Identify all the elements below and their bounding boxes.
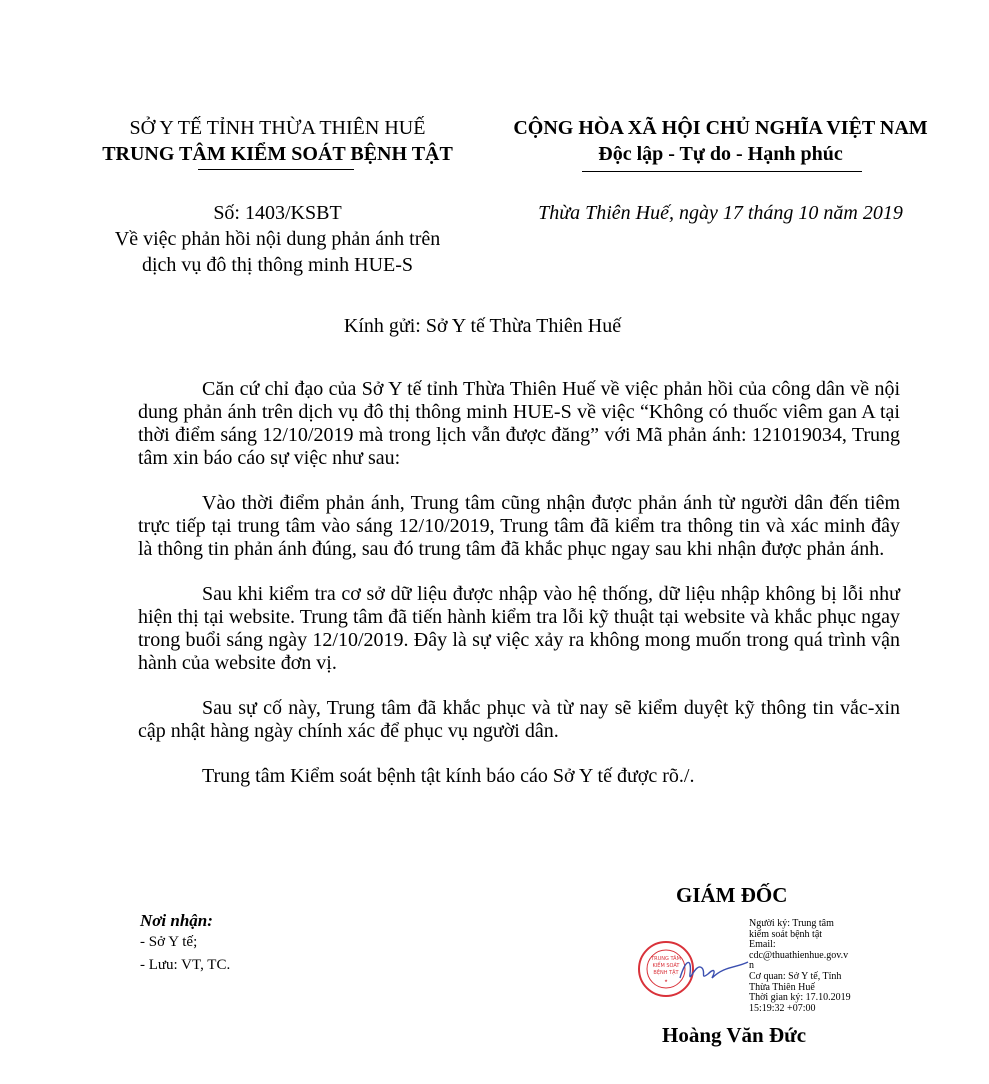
motto-underline [582, 171, 862, 172]
paragraph-1: Căn cứ chỉ đạo của Sở Y tế tỉnh Thừa Thiên Huế về việc phản hồi của công dân về nội dung phản ánh trên dịch vụ đô thị thông minh HUE-S về việc “Không có thuốc viêm gan A tại thời điểm sáng 12/10/2019 mà trong lịch vẫn được đăng” với Mã phản ánh: 121019034, Trung tâm xin báo cáo sự việc như sau: [138, 378, 900, 469]
paragraph-4: Sau sự cố này, Trung tâm đã khắc phục và từ nay sẽ kiểm duyệt kỹ thông tin vắc-xin cập nhật hàng ngày chính xác để phục vụ người dân. [138, 697, 900, 742]
subject-line-2: dịch vụ đô thị thông minh HUE-S [141, 254, 414, 276]
paragraph-5: Trung tâm Kiểm soát bệnh tật kính báo cáo Sở Y tế được rõ./. [202, 765, 695, 787]
signature-info-line: Người ký: Trung tâm [749, 918, 834, 929]
agency-parent-name: SỞ Y TẾ TỈNH THỪA THIÊN HUẾ [129, 117, 426, 139]
recipient-item: - Lưu: VT, TC. [140, 957, 231, 973]
national-title: CỘNG HÒA XÃ HỘI CHỦ NGHĨA VIỆT NAM [513, 117, 928, 139]
signature-info-line: kiểm soát bệnh tật [749, 928, 823, 940]
signature-info-line: cdc@thuathienhue.gov.v [749, 949, 849, 961]
place-and-date: Thừa Thiên Huế, ngày 17 tháng 10 năm 2019 [538, 202, 903, 224]
document-number: Số: 1403/KSBT [213, 202, 342, 224]
agency-underline [198, 169, 354, 170]
recipients-title: Nơi nhận: [140, 911, 213, 930]
official-stamp-and-signature [636, 938, 754, 1000]
signature-info-line: Cơ quan: Sở Y tế, Tỉnh [749, 970, 842, 982]
signature-info-line: Thừa Thiên Huế [749, 981, 815, 993]
signature-info-line: Thời gian ký: 17.10.2019 [749, 992, 851, 1004]
handwritten-signature [680, 962, 748, 978]
signer-title: GIÁM ĐỐC [676, 883, 788, 907]
signature-info-line: 15:19:32 +07:00 [749, 1002, 816, 1014]
recipient-line: Kính gửi: Sở Y tế Thừa Thiên Huế [343, 315, 622, 337]
signature-info-line: n [749, 960, 754, 972]
signer-name: Hoàng Văn Đức [662, 1023, 807, 1047]
national-motto: Độc lập - Tự do - Hạnh phúc [598, 143, 843, 165]
paragraph-2: Vào thời điểm phản ánh, Trung tâm cũng nhận được phản ánh từ người dân đến tiêm trực tiếp tại trung tâm vào sáng 12/10/2019, Trung tâm đã kiểm tra thông tin và xác minh đây là thông tin phản ánh đúng, sau đó trung tâm đã khắc phục ngay sau khi nhận được phản ánh. [138, 492, 900, 560]
svg-text:★: ★ [664, 978, 668, 983]
letter-body [138, 378, 900, 788]
svg-text:TRUNG TÂM: TRUNG TÂM [651, 956, 681, 962]
agency-name: TRUNG TÂM KIỂM SOÁT BỆNH TẬT [102, 143, 453, 165]
svg-text:BỆNH TẬT: BỆNH TẬT [653, 970, 679, 976]
paragraph-3: Sau khi kiểm tra cơ sở dữ liệu được nhập vào hệ thống, dữ liệu nhập không bị lỗi như hiện thị tại website. Trung tâm đã tiến hành kiểm tra lỗi kỹ thuật tại website và khắc phục ngay trong buổi sáng ngày 12/10/2019. Đây là sự việc xảy ra không mong muốn trong quá trình vận hành của website đơn vị. [138, 583, 900, 674]
svg-text:KIỂM SOÁT: KIỂM SOÁT [652, 963, 680, 969]
recipient-item: - Sở Y tế; [140, 934, 198, 950]
digital-signature-info [749, 919, 851, 1014]
subject-line-1: Về việc phản hồi nội dung phản ánh trên [114, 228, 441, 250]
stamp-seal [639, 942, 693, 996]
signature-info-line: Email: [749, 939, 776, 951]
